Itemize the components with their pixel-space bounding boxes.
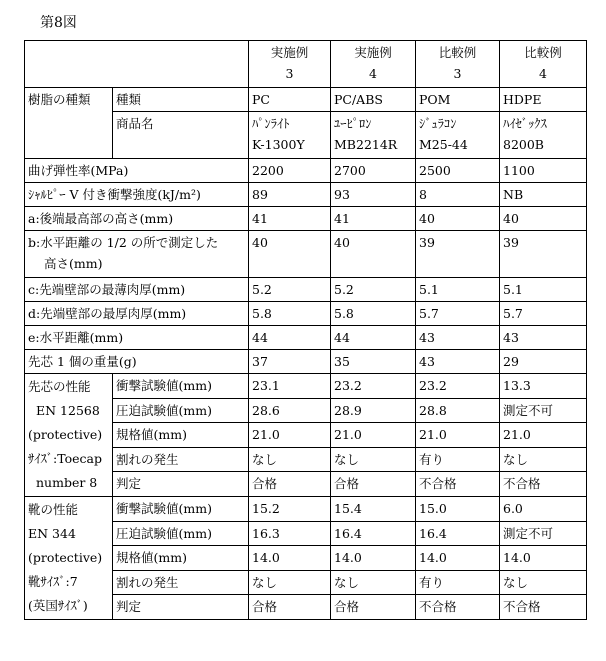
test-value: なし [500,447,587,472]
property-value: 35 [331,350,416,374]
property-value: 2500 [416,159,500,183]
test-value: 21.0 [500,423,587,448]
property-value: 40 [416,207,500,231]
property-label: c:先端壁部の最薄肉厚(mm) [25,278,249,302]
property-value: 41 [331,207,416,231]
property-value: 44 [249,326,331,350]
trade-name-value [331,112,416,159]
property-value: 8 [416,183,500,207]
group-label-line: (protective) [28,427,103,442]
group-label-line: ｻｲｽﾞ:Toecap [28,451,102,466]
property-value: 43 [416,350,500,374]
resin-type-value: PC/ABS [331,88,416,112]
property-value: 5.2 [331,278,416,302]
property-label: d:先端壁部の最厚肉厚(mm) [25,302,249,326]
test-value: 28.6 [249,398,331,423]
test-value: 16.4 [331,521,416,546]
property-value: 2200 [249,159,331,183]
property-row [25,183,587,207]
test-value: 23.2 [331,374,416,399]
test-value: 23.2 [416,374,500,399]
trade-name-value [249,112,331,159]
test-value: 14.0 [249,546,331,571]
column-header-label: 比較例 [438,45,477,60]
property-value: 40 [249,231,331,278]
comparison-table [24,40,587,620]
test-label: 衝撃試験値(mm) [113,497,249,522]
group-label-line: 先芯の性能 [28,379,91,394]
test-value: なし [331,447,416,472]
property-row [25,159,587,183]
toecap-performance-row [25,374,587,399]
property-label-line: b:水平距離の 1/2 の所で測定した [28,235,219,250]
property-value: 5.1 [416,278,500,302]
test-label: 規格値(mm) [113,423,249,448]
property-value: 5.8 [331,302,416,326]
group-label-line: 靴ｻｲｽﾞ:7 [28,574,78,589]
trade-name-value [416,112,500,159]
test-label: 割れの発生 [113,447,249,472]
resin-type-value: POM [416,88,500,112]
column-header [331,41,416,88]
test-label: 判定 [113,595,249,620]
trade-name-kana: ｼﾞｭﾗｺﾝ [419,116,457,131]
property-value: 5.7 [500,302,587,326]
test-value: 合格 [249,472,331,497]
property-value: 44 [331,326,416,350]
test-label: 圧迫試験値(mm) [113,398,249,423]
property-value: 5.2 [249,278,331,302]
header-row [25,41,587,88]
column-header [249,41,331,88]
test-value: 28.9 [331,398,416,423]
test-label: 圧迫試験値(mm) [113,521,249,546]
resin-type-row [25,88,587,112]
property-value: 39 [416,231,500,278]
test-value: なし [249,447,331,472]
test-value: 不合格 [500,472,587,497]
property-value: 5.8 [249,302,331,326]
group-label-line: 靴の性能 [28,502,79,517]
trade-name-kana: ﾊｲｾﾞｯｸｽ [503,116,547,131]
test-value: 有り [416,570,500,595]
property-value: 5.7 [416,302,500,326]
test-value: 21.0 [249,423,331,448]
property-value: 39 [500,231,587,278]
trade-name-value [500,112,587,159]
test-value: 合格 [249,595,331,620]
column-header-number: 3 [285,66,294,81]
property-row [25,278,587,302]
column-header-label: 実施例 [270,45,309,60]
trade-name-grade: MB2214R [334,137,398,152]
test-value: 合格 [331,595,416,620]
property-value: 37 [249,350,331,374]
trade-name-kana: ﾊﾟﾝﾗｲﾄ [252,116,290,131]
property-value: 41 [249,207,331,231]
property-value: 93 [331,183,416,207]
trade-name-grade: K-1300Y [252,137,305,152]
test-value: なし [500,570,587,595]
test-value: 測定不可 [500,521,587,546]
property-row [25,231,587,278]
test-value: 6.0 [500,497,587,522]
group-label-line: number 8 [36,475,98,490]
group-label-line: (protective) [28,550,103,565]
column-header-number: 4 [539,66,547,81]
trade-name-label: 商品名 [113,112,249,159]
test-value: 不合格 [416,595,500,620]
test-value: なし [331,570,416,595]
column-header-number: 3 [453,66,462,81]
test-value: 13.3 [500,374,587,399]
property-label: e:水平距離(mm) [25,326,249,350]
property-label: 曲げ弾性率(MPa) [25,159,249,183]
test-value: 14.0 [500,546,587,571]
test-value: 21.0 [331,423,416,448]
figure-title: 第8図 [40,15,77,31]
column-header-label: 実施例 [354,45,392,60]
property-value: 40 [331,231,416,278]
group-label-line: EN 344 [28,526,76,541]
trade-name-kana: ﾕｰﾋﾟﾛﾝ [334,116,372,131]
trade-name-grade: 8200B [503,137,544,152]
property-row [25,350,587,374]
resin-type-value: PC [249,88,331,112]
test-label: 規格値(mm) [113,546,249,571]
property-label: 先芯 1 個の重量(g) [25,350,249,374]
header-blank [25,41,249,88]
property-row [25,326,587,350]
property-value: 1100 [500,159,587,183]
test-value: 16.4 [416,521,500,546]
test-value: 不合格 [500,595,587,620]
test-value: 28.8 [416,398,500,423]
test-value: 14.0 [416,546,500,571]
group-label-line: (英国ｻｲｽﾞ) [28,598,88,613]
property-value: NB [500,183,587,207]
test-value: 21.0 [416,423,500,448]
property-value: 5.1 [500,278,587,302]
test-value: 有り [416,447,500,472]
test-value: 15.0 [416,497,500,522]
test-value: 15.4 [331,497,416,522]
shoe-performance-row [25,497,587,522]
property-label: a:後端最高部の高さ(mm) [25,207,249,231]
property-value: 43 [500,326,587,350]
property-value: 89 [249,183,331,207]
column-header-label: 比較例 [524,45,562,60]
property-value: 43 [416,326,500,350]
test-value: 14.0 [331,546,416,571]
trade-name-grade: M25-44 [419,137,468,152]
property-value: 40 [500,207,587,231]
shoe-performance-label [25,497,113,620]
property-row [25,207,587,231]
test-label: 割れの発生 [113,570,249,595]
column-header [500,41,587,88]
group-label-line: EN 12568 [36,403,100,418]
resin-type-label: 種類 [113,88,249,112]
test-value: 測定不可 [500,398,587,423]
property-value: 29 [500,350,587,374]
test-value: 16.3 [249,521,331,546]
column-header-number: 4 [369,66,377,81]
test-value: 合格 [331,472,416,497]
column-header [416,41,500,88]
toecap-performance-label [25,374,113,497]
test-value: なし [249,570,331,595]
test-value: 15.2 [249,497,331,522]
property-label: ｼｬﾙﾋﾟｰ V 付き衝撃強度(kJ/m²) [25,183,249,207]
property-label [25,231,249,278]
property-value: 2700 [331,159,416,183]
test-label: 判定 [113,472,249,497]
test-value: 不合格 [416,472,500,497]
property-row [25,302,587,326]
test-label: 衝撃試験値(mm) [113,374,249,399]
resin-type-value: HDPE [500,88,587,112]
resin-group-label: 樹脂の種類 [25,88,113,159]
test-value: 23.1 [249,374,331,399]
property-label-line: 高さ(mm) [44,256,103,271]
